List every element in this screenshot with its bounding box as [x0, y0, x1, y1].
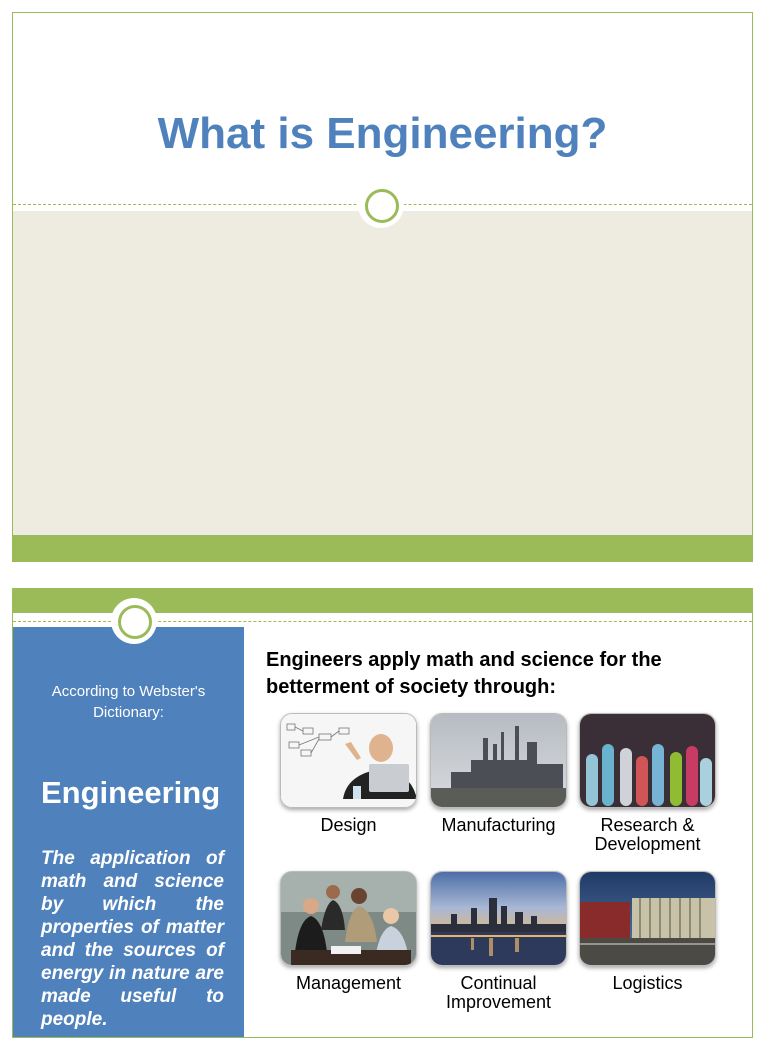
tile-continual-improvement [430, 871, 567, 1012]
tile-logistics [579, 871, 716, 993]
test-tubes-photo-icon [579, 713, 716, 808]
tile-label: Research & Development [594, 815, 701, 854]
meeting-photo-icon [280, 871, 417, 966]
design-photo-icon [280, 713, 417, 808]
circle-ornament-icon [358, 182, 404, 228]
tile-label: Logistics [612, 973, 683, 993]
tile-management [280, 871, 417, 993]
tile-label: Manufacturing [441, 815, 556, 835]
definition-sidebar [13, 627, 244, 1038]
tile-label: Management [295, 973, 402, 993]
content-area [13, 211, 752, 537]
city-skyline-photo-icon [430, 871, 567, 966]
title-slide [12, 12, 753, 562]
circle-ornament-icon [111, 598, 157, 644]
slide-title: What is Engineering? [157, 109, 608, 158]
slide-heading: Engineers apply math and science for the betterment of society through: [266, 649, 662, 698]
freight-train-photo-icon [579, 871, 716, 966]
sidebar-definition: The application of math and science by which the properties of matter and the sources of energy in nature are made useful to people. [41, 848, 224, 1030]
tile-research [579, 713, 716, 854]
green-footer-bar [13, 535, 752, 561]
sidebar-intro: According to Webster's Dictionary: [51, 683, 206, 721]
factory-photo-icon [430, 713, 567, 808]
tile-label: Design [320, 815, 377, 835]
tile-label: Continual Improvement [445, 973, 552, 1012]
sidebar-term: Engineering [41, 775, 221, 810]
definition-slide [12, 588, 753, 1038]
tile-design [280, 713, 417, 835]
tile-manufacturing [430, 713, 567, 835]
